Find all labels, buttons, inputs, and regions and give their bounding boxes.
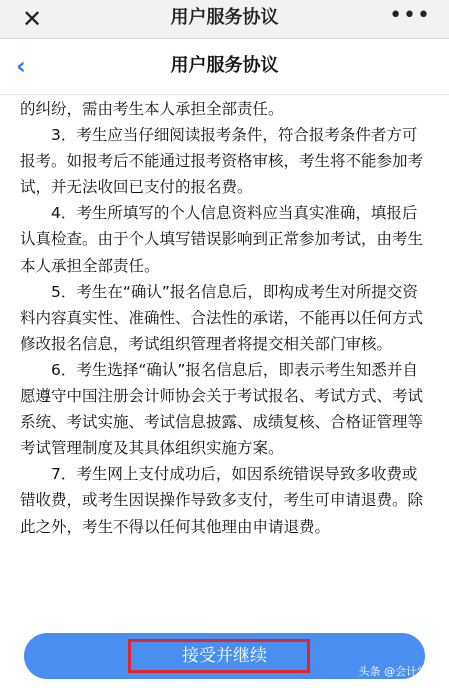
app-title: 用户服务协议	[170, 7, 279, 28]
watermark: 头条 @会计学堂	[358, 665, 439, 678]
agreement-paragraph: 7．考生网上支付成功后，如因系统错误导致多收费或错收费，或考生因误操作导致多支付，考生可申请退费。除此之外，考生不得以任何其他理由申请退费。	[20, 465, 424, 536]
agreement-paragraph: 4．考生所填写的个人信息资料应当真实准确，填报后认真检查。由于个人填写错误影响到正常参加考试，由考生本人承担全部责任。	[20, 204, 424, 275]
agreement-text	[20, 96, 430, 540]
accept-continue-label[interactable]: 接受并继续	[182, 646, 267, 666]
page-title: 用户服务协议	[170, 55, 279, 76]
agreement-paragraph: 6．考生选择“确认”报名信息后，即表示考生知悉并自愿遵守中国注册会计师协会关于考试报名、考试方式、考试系统、考试实施、考试信息披露、成绩复核、合格证管理等考试管理制度及其具体组织实施方案。	[20, 360, 424, 458]
app-top-bar	[0, 0, 449, 39]
close-icon[interactable]: ✕	[22, 5, 43, 33]
page-header	[0, 39, 449, 95]
agreement-paragraph: 3．考生应当仔细阅读报考条件，符合报考条件者方可报考。如报考后不能通过报考资格审核，考生将不能参加考试，并无法收回已支付的报名费。	[20, 126, 424, 197]
agreement-paragraph: 的纠纷，需由考生本人承担全部责任。	[20, 100, 284, 118]
agreement-paragraph: 5．考生在“确认”报名信息后，即构成考生对所提交资料内容真实性、准确性、合法性的承诺，不能再以任何方式修改报名信息，考试组织管理者将提交相关部门审核。	[20, 282, 424, 353]
more-dots-icon[interactable]: •••	[389, 3, 431, 28]
chevron-left-icon[interactable]: ‹	[16, 52, 26, 80]
